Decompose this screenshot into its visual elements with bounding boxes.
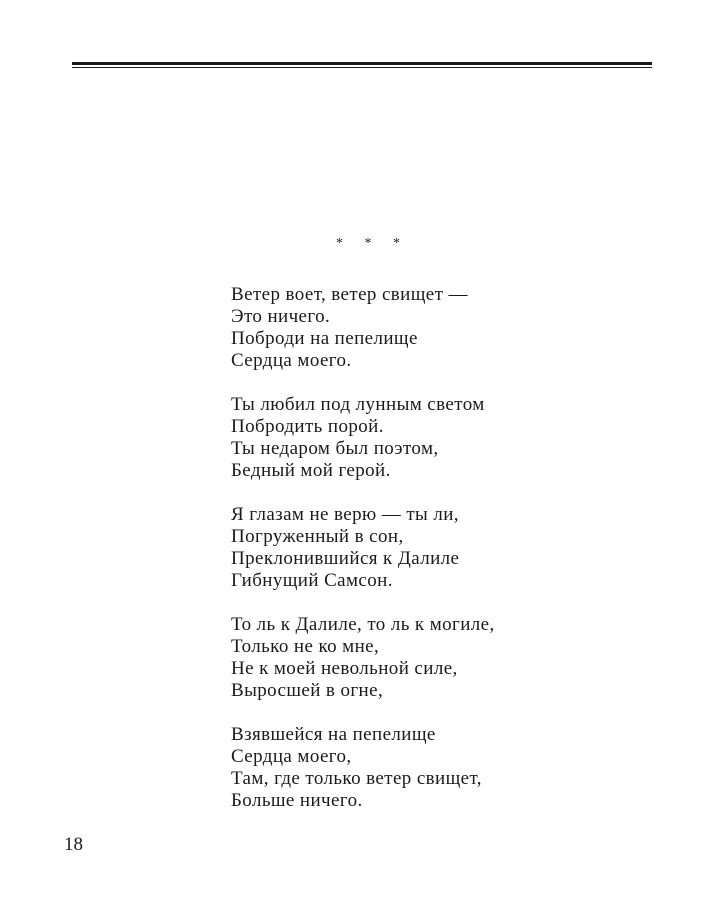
stanza-3: [231, 504, 671, 592]
stanza-4: [231, 614, 671, 702]
poem-line: Гибнущий Самсон.: [231, 570, 393, 591]
stanza-separator-stars: * * *: [336, 236, 409, 251]
poem-line: Я глазам не верю — ты ли,: [231, 504, 459, 525]
poem-line: Побродить порой.: [231, 416, 384, 437]
poem-line: Только не ко мне,: [231, 636, 380, 657]
poem-line: Это ничего.: [231, 306, 331, 327]
header-rule-thin: [72, 67, 652, 68]
poem-line: То ль к Далиле, то ль к могиле,: [231, 614, 495, 635]
poem-line: Погруженный в сон,: [231, 526, 404, 547]
poem-line: Ты недаром был поэтом,: [231, 438, 439, 459]
poem-line: Бедный мой герой.: [231, 460, 391, 481]
poem-body: [231, 284, 671, 812]
stanza-2: [231, 394, 671, 482]
poem-line: Поброди на пепелище: [231, 328, 418, 349]
poem-line: Не к моей невольной силе,: [231, 658, 458, 679]
poem-line: Ты любил под лунным светом: [231, 394, 485, 415]
stanza-5: [231, 724, 671, 812]
poem-line: Сердца моего.: [231, 350, 352, 371]
page-number: 18: [64, 834, 83, 855]
header-rule-thick: [72, 62, 652, 65]
poem-line: Больше ничего.: [231, 790, 363, 811]
stanza-1: [231, 284, 671, 372]
poem-line: Преклонившийся к Далиле: [231, 548, 460, 569]
poem-line: Взявшейся на пепелище: [231, 724, 436, 745]
poem-line: Ветер воет, ветер свищет —: [231, 284, 468, 305]
poem-line: Там, где только ветер свищет,: [231, 768, 482, 789]
poem-line: Сердца моего,: [231, 746, 352, 767]
poem-line: Выросшей в огне,: [231, 680, 384, 701]
